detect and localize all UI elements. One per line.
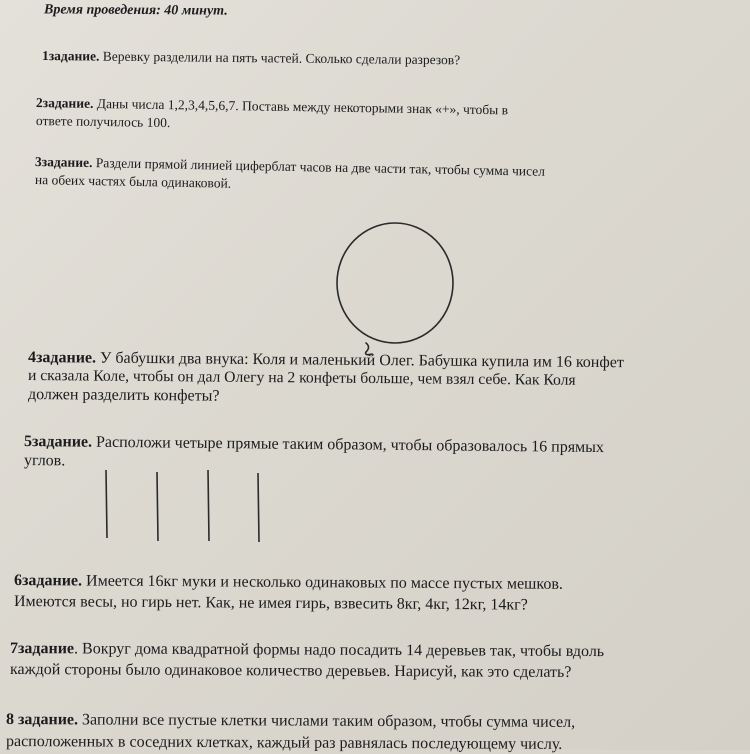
duration-header: Время проведения: 40 минут. xyxy=(43,2,228,19)
task-5-text-line-1: Расположи четыре прямые таким образом, чтобы образовалось 16 прямых xyxy=(95,433,605,457)
task-6-label: 6задание. xyxy=(13,572,83,590)
vertical-line-1 xyxy=(106,470,107,538)
task-7-text-line-1: . Вокруг дома квадратной формы надо посадить 14 деревьев так, чтобы вдоль xyxy=(74,640,605,661)
task-6 xyxy=(14,571,563,594)
task-4-text-line-1: У бабушки два внука: Коля и маленький Олег. Бабушка купила им 16 конфет xyxy=(99,349,624,372)
task-4-text-line-3: должен разделить конфеты? xyxy=(27,386,220,405)
task-3-text-line-1: Раздели прямой линией циферблат часов на две части так, чтобы сумма чисел xyxy=(95,155,546,179)
task-3-label: 3задание. xyxy=(34,154,93,171)
task-6-text-line-2: Имеются весы, но гирь нет. Как, не имея гирь, взвесить 8кг, 4кг, 12кг, 14кг? xyxy=(13,593,528,614)
task-4-label: 4задание. xyxy=(27,349,97,367)
task-8-text-line-1: Заполни все пустые клетки числами таким образом, чтобы сумма чисел, xyxy=(82,711,576,731)
task-7 xyxy=(10,639,604,661)
task-2-label: 2задание. xyxy=(35,95,94,111)
task-5-text-line-2: углов. xyxy=(23,452,66,470)
task-7-label: 7задание xyxy=(9,640,75,658)
vertical-line-2 xyxy=(157,472,158,541)
task-8 xyxy=(6,710,575,732)
vertical-line-4 xyxy=(258,473,259,542)
task-3-text-line-2: на обеих частях была одинаковой. xyxy=(34,172,232,191)
task-8-label: 8 задание. xyxy=(5,711,79,729)
task-1-text: Веревку разделили на пять частей. Сколько сделали разрезов? xyxy=(102,48,461,68)
task-4-text-line-2: и сказала Коле, чтобы он дал Олегу на 2 конфеты больше, чем взял себе. Как Коля xyxy=(27,367,576,389)
task-2-text-line-1: Даны числа 1,2,3,4,5,6,7. Поставь между некоторыми знак «+», чтобы в xyxy=(96,95,509,118)
task-8-text-line-2: расположенных в соседних клетках, каждый раз равнялась последующему числу. xyxy=(5,733,563,753)
vertical-line-3 xyxy=(208,470,209,541)
task-1-label: 1задание. xyxy=(41,48,100,64)
task-7-text-line-2: каждой стороны было одинаковое количество деревьев. Нарисуй, как это сделать? xyxy=(9,661,572,681)
task-5-label: 5задание. xyxy=(23,433,93,451)
task-2-text-line-2: ответе получилось 100. xyxy=(35,113,171,131)
task-6-text-line-1: Имеется 16кг муки и несколько одинаковых по массе пустых мешков. xyxy=(86,572,563,593)
